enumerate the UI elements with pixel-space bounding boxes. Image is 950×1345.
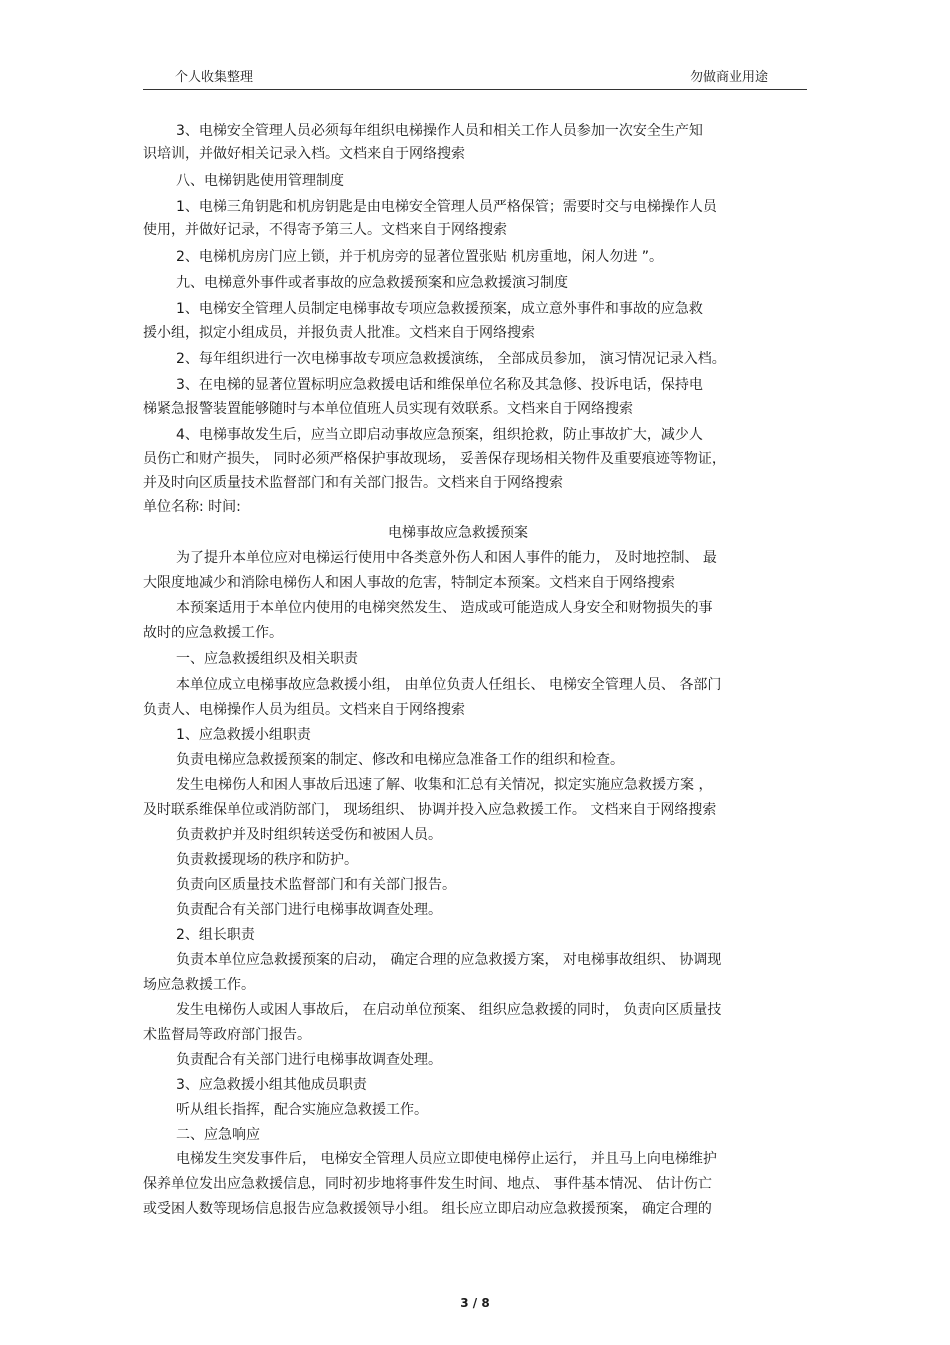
header-left-text: 个人收集整理: [175, 70, 254, 85]
text-line: 或受困人数等现场信息报告应急救援领导小组。 组长应立即启动应急救援预案， 确定合理的: [143, 1201, 712, 1217]
text-line: 一、应急救援组织及相关职责: [176, 651, 358, 667]
text-line: 员伤亡和财产损失， 同时必须严格保护事故现场， 妥善保存现场相关物件及重要痕迹等物证，: [143, 451, 726, 467]
text-line: 大限度地减少和消除电梯伤人和困人事故的危害，特制定本预案。文档来自于网络搜索: [143, 575, 675, 591]
text-line: 本单位成立电梯事故应急救援小组， 由单位负责人任组长、 电梯安全管理人员、 各部门: [176, 677, 722, 693]
text-line: 并及时向区质量技术监督部门和有关部门报告。文档来自于网络搜索: [143, 475, 563, 491]
text-line: 本预案适用于本单位内使用的电梯突然发生、 造成或可能造成人身安全和财物损失的事: [176, 600, 713, 616]
text-line: 及时联系维保单位或消防部门， 现场组织、 协调并投入应急救援工作。 文档来自于网络搜索: [143, 802, 717, 818]
text-line: 负责本单位应急救援预案的启动， 确定合理的应急救援方案， 对电梯事故组织、 协调现: [176, 952, 722, 968]
text-line: 电梯发生突发事件后， 电梯安全管理人员应立即使电梯停止运行， 并且马上向电梯维护: [176, 1151, 717, 1167]
text-line: 负责电梯应急救援预案的制定、修改和电梯应急准备工作的组织和检查。: [176, 752, 624, 768]
text-line: 为了提升本单位应对电梯运行使用中各类意外伤人和困人事件的能力， 及时地控制、 最: [176, 550, 717, 566]
text-line: 援小组，拟定小组成员，并报负责人批准。文档来自于网络搜索: [143, 325, 535, 341]
text-line: 负责救援现场的秩序和防护。: [176, 852, 358, 868]
text-line: 负责配合有关部门进行电梯事故调查处理。: [176, 1052, 442, 1068]
text-line: 1、电梯三角钥匙和机房钥匙是由电梯安全管理人员严格保管；需要时交与电梯操作人员: [176, 199, 717, 215]
text-line: 保养单位发出应急救援信息，同时初步地将事件发生时间、地点、 事件基本情况、 估计伤亡: [143, 1176, 712, 1192]
text-line: 2、电梯机房房门应上锁，并于机房旁的显著位置张贴 机房重地，闲人勿进 ”。: [176, 249, 664, 265]
text-line: 1、电梯安全管理人员制定电梯事故专项应急救援预案，成立意外事件和事故的应急救: [176, 301, 703, 317]
text-line: 发生电梯伤人和困人事故后迅速了解、收集和汇总有关情况，拟定实施应急救援方案 ，: [176, 777, 713, 793]
text-line: 听从组长指挥，配合实施应急救援工作。: [176, 1102, 428, 1118]
text-line: 二、应急响应: [176, 1127, 260, 1143]
text-line: 使用，并做好记录，不得寄予第三人。文档来自于网络搜索: [143, 222, 507, 238]
header-right-text: 勿做商业用途: [690, 70, 769, 85]
text-line: 场应急救援工作。: [143, 977, 255, 993]
text-line: 电梯事故应急救援预案: [388, 525, 528, 541]
text-line: 八、电梯钥匙使用管理制度: [176, 173, 344, 189]
text-line: 2、组长职责: [176, 927, 255, 943]
text-line: 术监督局等政府部门报告。: [143, 1027, 311, 1043]
text-line: 负责配合有关部门进行电梯事故调查处理。: [176, 902, 442, 918]
text-line: 故时的应急救援工作。: [143, 625, 283, 641]
text-line: 2、每年组织进行一次电梯事故专项应急救援演练， 全部成员参加， 演习情况记录入档。: [176, 351, 726, 367]
text-line: 负责向区质量技术监督部门和有关部门报告。: [176, 877, 456, 893]
text-line: 梯紧急报警装置能够随时与本单位值班人员实现有效联系。文档来自于网络搜索: [143, 401, 633, 417]
text-line: 3、在电梯的显著位置标明应急救援电话和维保单位名称及其急修、投诉电话，保持电: [176, 377, 703, 393]
header-divider: [143, 89, 807, 90]
text-line: 3、应急救援小组其他成员职责: [176, 1077, 367, 1093]
text-line: 4、电梯事故发生后，应当立即启动事故应急预案，组织抢救，防止事故扩大，减少人: [176, 427, 703, 443]
text-line: 单位名称: 时间:: [143, 499, 241, 515]
text-line: 负责人、电梯操作人员为组员。文档来自于网络搜索: [143, 702, 465, 718]
text-line: 九、电梯意外事件或者事故的应急救援预案和应急救援演习制度: [176, 275, 568, 291]
text-line: 发生电梯伤人或困人事故后， 在启动单位预案、 组织应急救援的同时， 负责向区质量技: [176, 1002, 722, 1018]
text-line: 识培训，并做好相关记录入档。文档来自于网络搜索: [143, 146, 465, 162]
text-line: 负责救护并及时组织转送受伤和被困人员。: [176, 827, 442, 843]
text-line: 1、应急救援小组职责: [176, 727, 311, 743]
page-number: 3 / 8: [460, 1296, 490, 1310]
text-line: 3、电梯安全管理人员必须每年组织电梯操作人员和相关工作人员参加一次安全生产知: [176, 123, 703, 139]
